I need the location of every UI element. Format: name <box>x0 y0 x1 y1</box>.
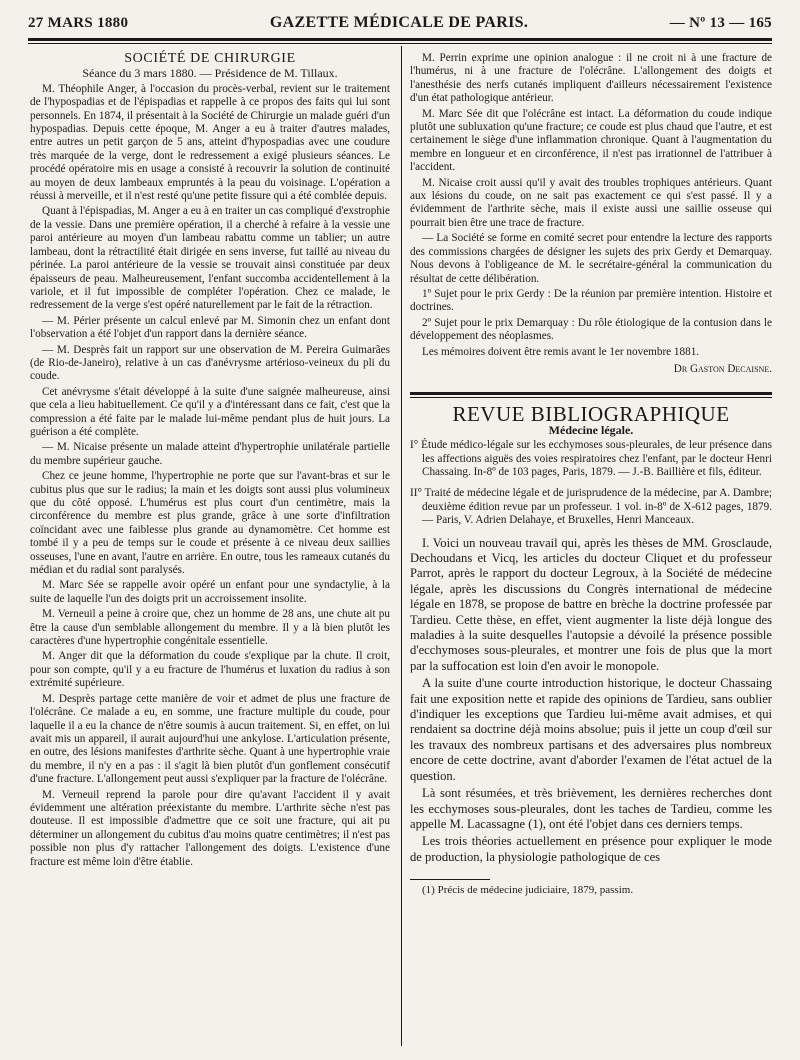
column-divider <box>401 46 402 1046</box>
paragraph: M. Verneuil a peine à croire que, chez un homme de 28 ans, une chute ait pu être la cause d'un semblable allongement du membre. Il y a là bien plutôt les caractères d'une hypertrophie congénitale essentielle. <box>30 608 390 648</box>
prize-subject: 2º Sujet pour le prix Demarquay : Du rôle étiologique de la contusion dans le développement des néoplasmes. <box>410 316 772 343</box>
paragraph: Cet anévrysme s'était développé à la suite d'une saignée malheureuse, ainsi que cela a lieu habituellement. Ce qu'il y a d'intéressant dans ce fait, c'est que la compression a été faite par le malade lui-même pendant plus de huit jours. La guérison a été complète. <box>30 385 390 438</box>
paragraph: Là sont résumées, et très brièvement, les dernières recherches dont les ecchymoses sous-pleurales, dont les taches de Tardieu, comme les appelle M. Lacassagne (1), ont été l'objet dans ces derniers temps. <box>410 786 772 831</box>
biblio-entry: I° Étude médico-légale sur les ecchymoses sous-pleurales, de leur présence dans les affections aiguës des voies respiratoires chez l'enfant, par le docteur Henri Chassaing. In-8º de 103 pages, Paris, 1879. — J.-B. Baillière et fils, éditeur. <box>410 439 772 478</box>
left-column <box>30 52 390 871</box>
paragraph: Chez ce jeune homme, l'hypertrophie ne porte que sur l'avant-bras et sur le cubitus plus que sur le radius; la main et les doigts sont aussi plus volumineux que du côté opposé. L'humérus est plus court d'un centimètre, mais la circonférence du membre est plus grande, grâce à une sorte d'infiltration coïncidant avec une faiblesse plus grande au dynamomètre. Cet homme est tombé il y a peu de temps sur le coude et présente à ce niveau deux saillies osseuses, l'une en avant, l'autre en arrière. En outre, tous les rameaux cutanés du médian et du radial sont paralysés. <box>30 470 390 577</box>
signature: Dr Gaston Decaisne. <box>673 362 772 375</box>
header-rule-thin <box>28 43 772 44</box>
paragraph: M. Perrin exprime une opinion analogue : il ne croit ni à une fracture de l'humérus, ni à une fracture de l'olécrâne. L'allongement des doigts et l'anesthésie des nerfs cutanés impliquent d'ailleurs nécessairement l'existence d'un état pathologique antérieur. <box>410 52 772 105</box>
footnote: (1) Précis de médecine judiciaire, 1879, passim. <box>422 884 634 897</box>
paragraph: Quant à l'épispadias, M. Anger a eu à en traiter un cas compliqué d'exstrophie de la vessie. Dans une première opération, il a cherché à refaire à la vessie une paroi antérieure au moyen d'un lambeau rabattu comme un tablier; un autre lambeau, dont la rétractilité était dirigée en sens inverse, fut taillé au niveau du périnée. La paroi antérieure de la vessie se trouvait ainsi constituée par deux épaisseurs de peau. Malheureusement, l'enfant succomba accidentellement à la variole, et il fut impossible de compléter l'opération. Chez ce malade, le redressement de la verge s'est opéré naturellement par le fait de la rétraction. <box>30 205 390 312</box>
paragraph: M. Marc Sée se rappelle avoir opéré un enfant pour une syndactylie, à la suite de laquelle l'un des doigts prit un accroissement insolite. <box>30 579 390 605</box>
paragraph: M. Anger dit que la déformation du coude s'explique par la chute. Il croit, pour son compte, qu'il y a eu fracture de l'humérus et luxation du radius à son extrémité supérieure. <box>30 650 390 690</box>
header-date: 27 MARS 1880 <box>28 15 129 31</box>
paragraph: M. Desprès partage cette manière de voir et admet de plus une fracture de l'olécrâne. Ce malade a eu, en somme, une fracture multiple du coude, pour laquelle il a eu la chance de n'être soumis à aucun traitement. Si, en effet, on lui avait mis un appareil, il aurait aujourd'hui une ankylose. L'articulation présente, en outre, des lésions manifestes d'arthrite sèche. Quant à une hypertrophie vraie du membre, il n'y en a pas : il s'agit là bien plutôt d'un gonflement consécutif d'une fracture. L'allongement peut aussi s'expliquer par la fracture de l'olécrâne. <box>30 692 390 786</box>
paragraph: I. Voici un nouveau travail qui, après les thèses de MM. Grosclaude, Dechoudans et Vicq, les articles du docteur Cliquet et du professeur Parrot, après le rapport du docteur Legroux, à la Société de médecine légale, après les discussions du Congrès international de médecine légale en 1878, se propose de battre en brèche la doctrine professée par Tardieu. Cette thèse, en effet, vient augmenter la liste déjà longue des maladies à la suite desquelles l'autopsie a dévoilé la présence possible d'ecchymoses sous-pleurales, et montrer une fois de plus que la mort par la suffocation est loin d'en avoir le monopole. <box>410 535 772 673</box>
paragraph: — La Société se forme en comité secret pour entendre la lecture des rapports des commissions chargées de désigner les sujets des prix Gerdy et Demarquay. Nous devons à l'obligeance de M. le secrétaire-général la communication du résultat de cette délibération. <box>410 232 772 285</box>
section-title: SOCIÉTÉ DE CHIRURGIE <box>124 51 296 66</box>
revue-title: REVUE BIBLIOGRAPHIQUE <box>452 402 730 427</box>
paragraph: Les mémoires doivent être remis avant le 1er novembre 1881. <box>422 345 700 358</box>
paragraph: Les trois théories actuellement en présence pour expliquer le mode de production, la physiologie pathologique de ces <box>410 834 772 864</box>
biblio-entry: II° Traité de médecine légale et de jurisprudence de la médecine, par A. Dambre; deuxième édition revue par un professeur. 1 vol. in-8º de X-612 pages, 1879. — Paris, V. Adrien Delahaye, et Bruxelles, Henri Manceaux. <box>410 487 773 527</box>
paragraph: — M. Desprès fait un rapport sur une observation de M. Pereira Guimarães (de Rio-de-Janeiro), relative à un cas d'anévrysme artérioso-veineux du pli du coude. <box>30 343 390 383</box>
revue-subtitle: Médecine légale. <box>548 422 634 437</box>
paragraph: A la suite d'une courte introduction historique, le docteur Chassaing fait une exposition nette et rapide des opinions de Tardieu, sans oublier d'indiquer les exceptions que Tardieu lui-même avait admises, et qui rendaient sa doctrine déjà moins absolue; puis il jette un coup d'œil sur les travaux des nombreux partisans et des adversaires plus nombreux encore de cette doctrine, avant d'aborder l'examen de l'état actuel de la question. <box>410 676 772 783</box>
paragraph: M. Marc Sée dit que l'olécrâne est intact. La déformation du coude indique plutôt une subluxation qu'une fracture; ce coude est plus chaud que l'autre, et est certainement le siège d'une inflammation chronique. Quant à l'augmentation du membre en longueur et en circonférence, il n'est pas irrationnel de l'attribuer à l'accident. <box>410 107 772 174</box>
section-rule <box>410 392 772 398</box>
prize-subject: 1º Sujet pour le prix Gerdy : De la réunion par première intention. Histoire et doctrines. <box>410 287 772 314</box>
review-body <box>410 536 772 866</box>
seance-line: Séance du 3 mars 1880. — Présidence de M. Tillaux. <box>82 66 338 81</box>
paragraph: M. Verneuil reprend la parole pour dire qu'avant l'accident il y avait évidemment une altération préexistante du membre. L'arthrite sèche n'est pas douteuse. Il est impossible d'admettre que ce soit une fracture, qui ait pu déterminer un allongement du cubitus d'au moins quatre centimètres; il n'est pas possible non plus d'y rattacher l'allongement des doigts. L'existence d'une fracture est même loin d'être établie. <box>30 788 390 868</box>
paragraph: M. Théophile Anger, à l'occasion du procès-verbal, revient sur le traitement de l'hypospadias et de l'épispadias et rappelle à ce propos des faits qui lui sont personnels. En 1874, il présentait à la Société de Chirurgie un malade guéri d'un hypospadias. Depuis cette époque, M. Anger a eu à traiter d'autres malades, entre autres un petit garçon de 5 ans, atteint d'hypospadias avec une coudure très marquée de la verge, dont le redressement a exigé plusieurs séances. Le procédé opératoire mis en usage a consisté à recouvrir la solution de continuité au moyen de deux lambeaux empruntés à la peau du voisinage. L'opération a réussi à merveille, et il n'est resté qu'une petite fissure qui a été comblée depuis. <box>30 82 390 203</box>
page-header <box>28 14 772 34</box>
header-number: — Nº 13 — 165 <box>669 15 772 31</box>
header-rule-thick <box>28 38 772 41</box>
paragraph: M. Nicaise croit aussi qu'il y avait des troubles trophiques antérieurs. Quant aux lésions du coude, on ne sait pas exactement ce qui s'est passé. Il y a évidemment de l'arthrite sèche, mais il existe aussi une saillie osseuse qui pourrait bien être une trace de fracture. <box>410 176 772 229</box>
header-title: GAZETTE MÉDICALE DE PARIS. <box>269 14 529 31</box>
paragraph: — M. Périer présente un calcul enlevé par M. Simonin chez un enfant dont l'observation a été l'objet d'un rapport dans la dernière séance. <box>30 314 390 341</box>
right-column <box>410 52 772 900</box>
paragraph: — M. Nicaise présente un malade atteint d'hypertrophie unilatérale partielle du membre supérieur gauche. <box>30 441 390 467</box>
footnote-rule <box>410 879 490 880</box>
